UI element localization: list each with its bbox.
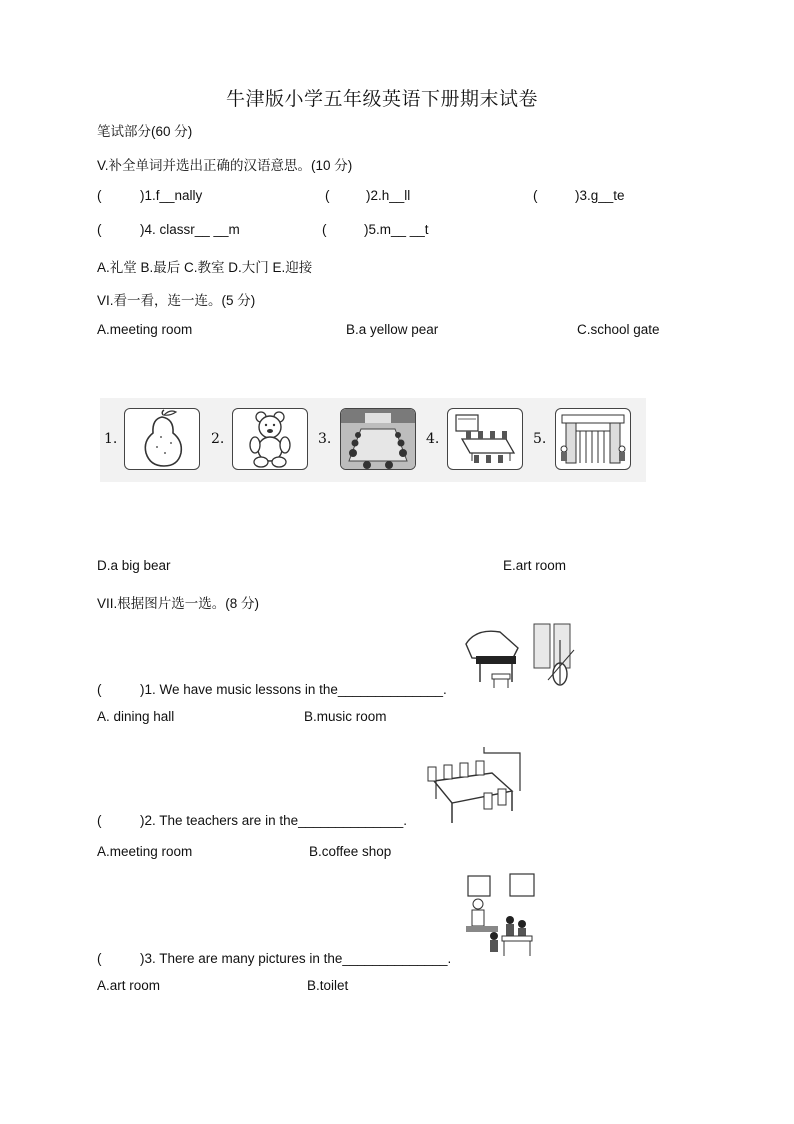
- school-gate-picture: [555, 408, 631, 470]
- s5-q4-text: )4. classr__ __m: [140, 222, 240, 237]
- s6-label-e: E.art room: [503, 558, 567, 573]
- s5-q5-paren: (: [322, 222, 327, 237]
- pic-number-2: 2.: [211, 431, 225, 447]
- art-room-picture: [464, 872, 540, 962]
- pic-number-3: 3.: [318, 431, 332, 447]
- s5-q2-text: )2.h__ll: [366, 188, 411, 203]
- s6-label-c: C.school gate: [577, 322, 660, 337]
- music-room-picture: [462, 622, 584, 694]
- s7-q3-option-b: B.toilet: [307, 978, 349, 993]
- s7-q1-option-b: B.music room: [304, 709, 387, 724]
- meeting-table-chairs-picture: [422, 745, 522, 827]
- pic-number-4: 4.: [426, 431, 440, 447]
- s5-q1-paren: (: [97, 188, 102, 203]
- s6-label-b: B.a yellow pear: [346, 322, 439, 337]
- s7-q1-text: )1. We have music lessons in the______________.: [140, 682, 447, 697]
- s5-options: A.礼堂 B.最后 C.教室 D.大门 E.迎接: [97, 260, 313, 275]
- s7-q2-option-a: A.meeting room: [97, 844, 193, 859]
- s7-q1-option-a: A. dining hall: [97, 709, 175, 724]
- section7-heading: VII.根据图片选一选。(8 分): [97, 596, 260, 611]
- page-title: 牛津版小学五年级英语下册期末试卷: [226, 88, 539, 110]
- s5-q1-text: )1.f__nally: [140, 188, 203, 203]
- meeting-room-photo: [340, 408, 416, 470]
- s5-q4-paren: (: [97, 222, 102, 237]
- section5-heading: V.补全单词并选出正确的汉语意思。(10 分): [97, 158, 353, 173]
- s5-q3-paren: (: [533, 188, 538, 203]
- s7-q2-text: )2. The teachers are in the______________.: [140, 813, 407, 828]
- written-part-label: 笔试部分(60 分): [97, 124, 193, 139]
- s6-label-a: A.meeting room: [97, 322, 193, 337]
- s7-q2-paren: (: [97, 813, 102, 828]
- s7-q3-text: )3. There are many pictures in the______________.: [140, 951, 452, 966]
- pic-number-1: 1.: [104, 431, 118, 447]
- teddy-bear-picture: [232, 408, 308, 470]
- pear-picture: [124, 408, 200, 470]
- s6-label-d: D.a big bear: [97, 558, 171, 573]
- s7-q3-option-a: A.art room: [97, 978, 161, 993]
- s7-q2-option-b: B.coffee shop: [309, 844, 392, 859]
- s7-q3-paren: (: [97, 951, 102, 966]
- meeting-table-picture: [447, 408, 523, 470]
- pic-number-5: 5.: [533, 431, 547, 447]
- s5-q5-text: )5.m__ __t: [364, 222, 429, 237]
- section6-heading: VI.看一看，连一连。(5 分): [97, 293, 256, 308]
- s5-q3-text: )3.g__te: [575, 188, 625, 203]
- s7-q1-paren: (: [97, 682, 102, 697]
- s5-q2-paren: (: [325, 188, 330, 203]
